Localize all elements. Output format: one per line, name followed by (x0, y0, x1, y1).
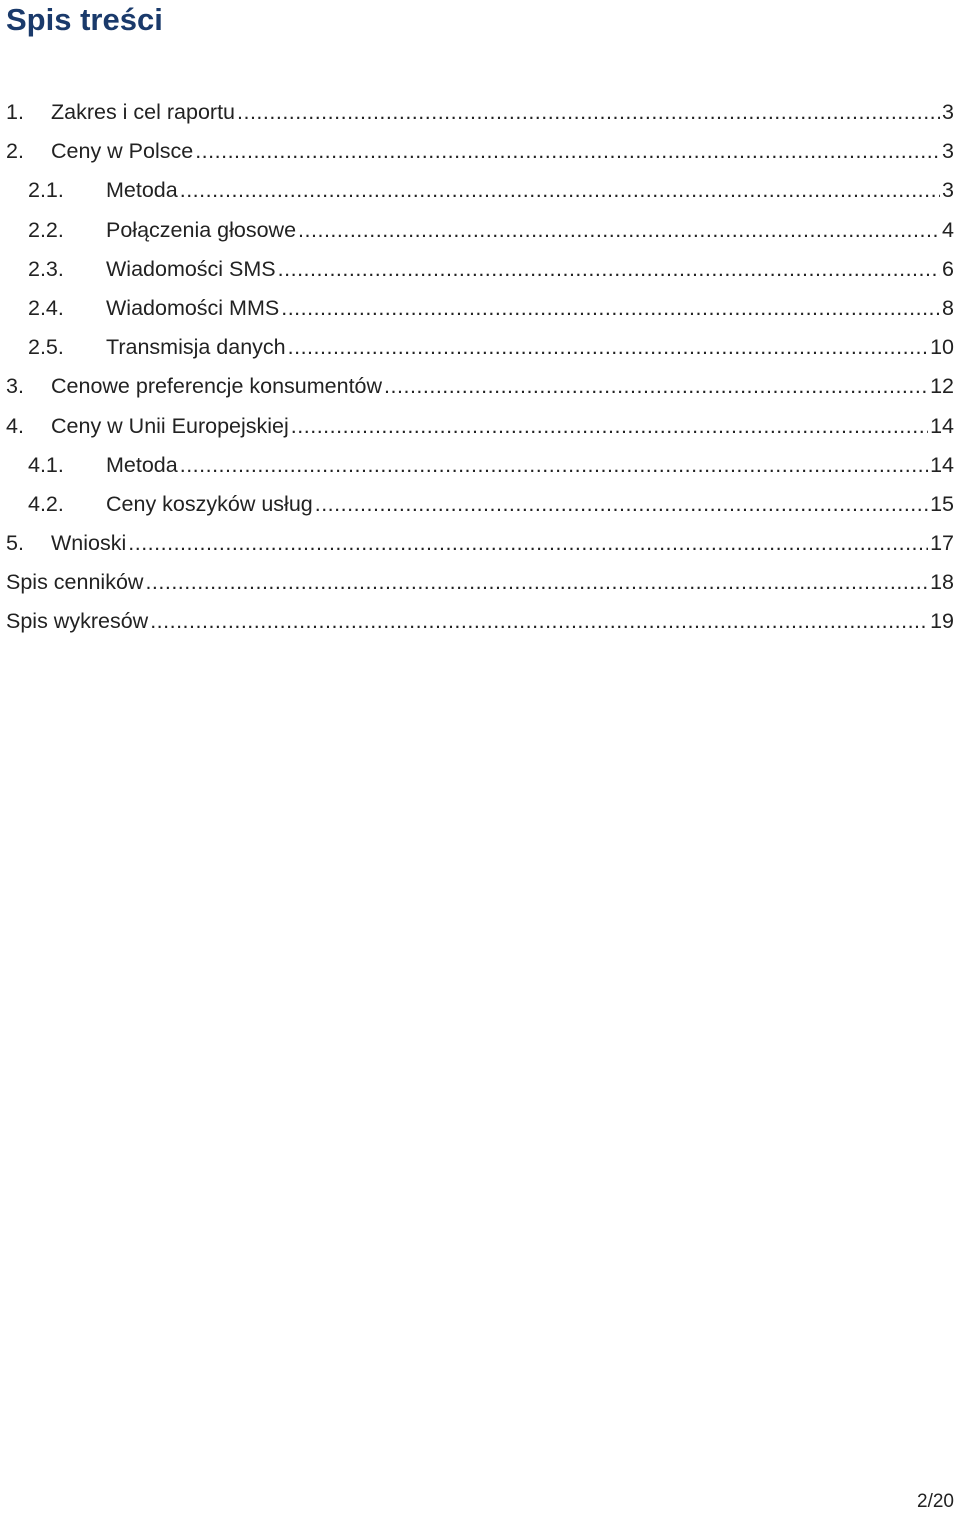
page-indicator: 2/20 (917, 1491, 954, 1512)
toc-page-number: 3 (942, 139, 954, 164)
toc-number: 1. (6, 100, 24, 124)
toc-page-number: 8 (942, 295, 954, 320)
toc-label[interactable]: Ceny w Unii Europejskiej (51, 413, 289, 438)
toc-label[interactable]: Metoda (106, 452, 178, 477)
toc-entry-2-1[interactable] (0, 171, 960, 210)
toc-entry-3[interactable] (0, 367, 960, 406)
toc-page-number: 6 (942, 256, 954, 281)
toc-label[interactable]: Ceny w Polsce (51, 139, 194, 164)
toc-label[interactable]: Wiadomości MMS (106, 295, 280, 320)
toc-label[interactable]: Połączenia głosowe (106, 217, 297, 242)
toc-number: 5. (6, 531, 24, 556)
toc-leader (384, 367, 928, 406)
toc-number: 4.1. (28, 452, 64, 477)
toc-leader (145, 563, 928, 602)
toc-page-number: 19 (930, 609, 954, 634)
toc-entry-1[interactable] (0, 93, 960, 132)
toc-page-number: 14 (930, 413, 954, 438)
toc-entry-5[interactable] (0, 524, 960, 563)
toc-number: 4.2. (28, 491, 64, 516)
toc-page-number: 14 (930, 452, 954, 477)
toc-entry-4-1[interactable] (0, 446, 960, 485)
toc-number: 2. (6, 139, 24, 164)
toc-page-number: 12 (930, 374, 954, 399)
toc-label[interactable]: Cenowe preferencje konsumentów (51, 374, 383, 399)
toc-page-number: 17 (930, 531, 954, 556)
toc-entry-2-3[interactable] (0, 250, 960, 289)
toc-entry-2[interactable] (0, 132, 960, 171)
toc-number: 2.1. (28, 178, 64, 203)
page-title: Spis treści (6, 2, 163, 37)
table-of-contents (0, 93, 960, 642)
toc-page-number: 3 (942, 100, 954, 124)
toc-leader (237, 93, 940, 132)
toc-leader (278, 250, 940, 289)
toc-entry-spis-cennikow[interactable] (0, 563, 960, 602)
toc-label[interactable]: Ceny koszyków usług (106, 491, 313, 516)
toc-label[interactable]: Transmisja danych (106, 335, 286, 360)
toc-page-number: 10 (930, 335, 954, 360)
toc-leader (281, 289, 940, 328)
toc-entry-2-4[interactable] (0, 289, 960, 328)
toc-entry-2-5[interactable] (0, 328, 960, 367)
toc-leader (180, 446, 928, 485)
toc-leader (315, 485, 928, 524)
toc-leader (288, 328, 928, 367)
toc-page-number: 4 (942, 217, 954, 242)
toc-label[interactable]: Spis cenników (6, 570, 144, 595)
toc-number: 4. (6, 413, 24, 438)
toc-entry-2-2[interactable] (0, 211, 960, 250)
toc-leader (298, 211, 940, 250)
toc-leader (180, 171, 940, 210)
toc-leader (150, 602, 928, 641)
toc-number: 3. (6, 374, 24, 399)
toc-number: 2.4. (28, 295, 64, 320)
toc-page-number: 3 (942, 178, 954, 203)
toc-label[interactable]: Spis wykresów (6, 609, 149, 634)
toc-label[interactable]: Wiadomości SMS (106, 256, 276, 281)
toc-number: 2.3. (28, 256, 64, 281)
toc-page-number: 18 (930, 570, 954, 595)
toc-leader (128, 524, 928, 563)
toc-entry-spis-wykresow[interactable] (0, 602, 960, 641)
toc-label[interactable]: Zakres i cel raportu (51, 100, 236, 124)
toc-page-number: 15 (930, 491, 954, 516)
toc-number: 2.5. (28, 335, 64, 360)
toc-label[interactable]: Metoda (106, 178, 178, 203)
toc-leader (195, 132, 940, 171)
toc-label[interactable]: Wnioski (51, 531, 127, 556)
toc-leader (291, 407, 928, 446)
toc-entry-4-2[interactable] (0, 485, 960, 524)
toc-number: 2.2. (28, 217, 64, 242)
toc-entry-4[interactable] (0, 407, 960, 446)
